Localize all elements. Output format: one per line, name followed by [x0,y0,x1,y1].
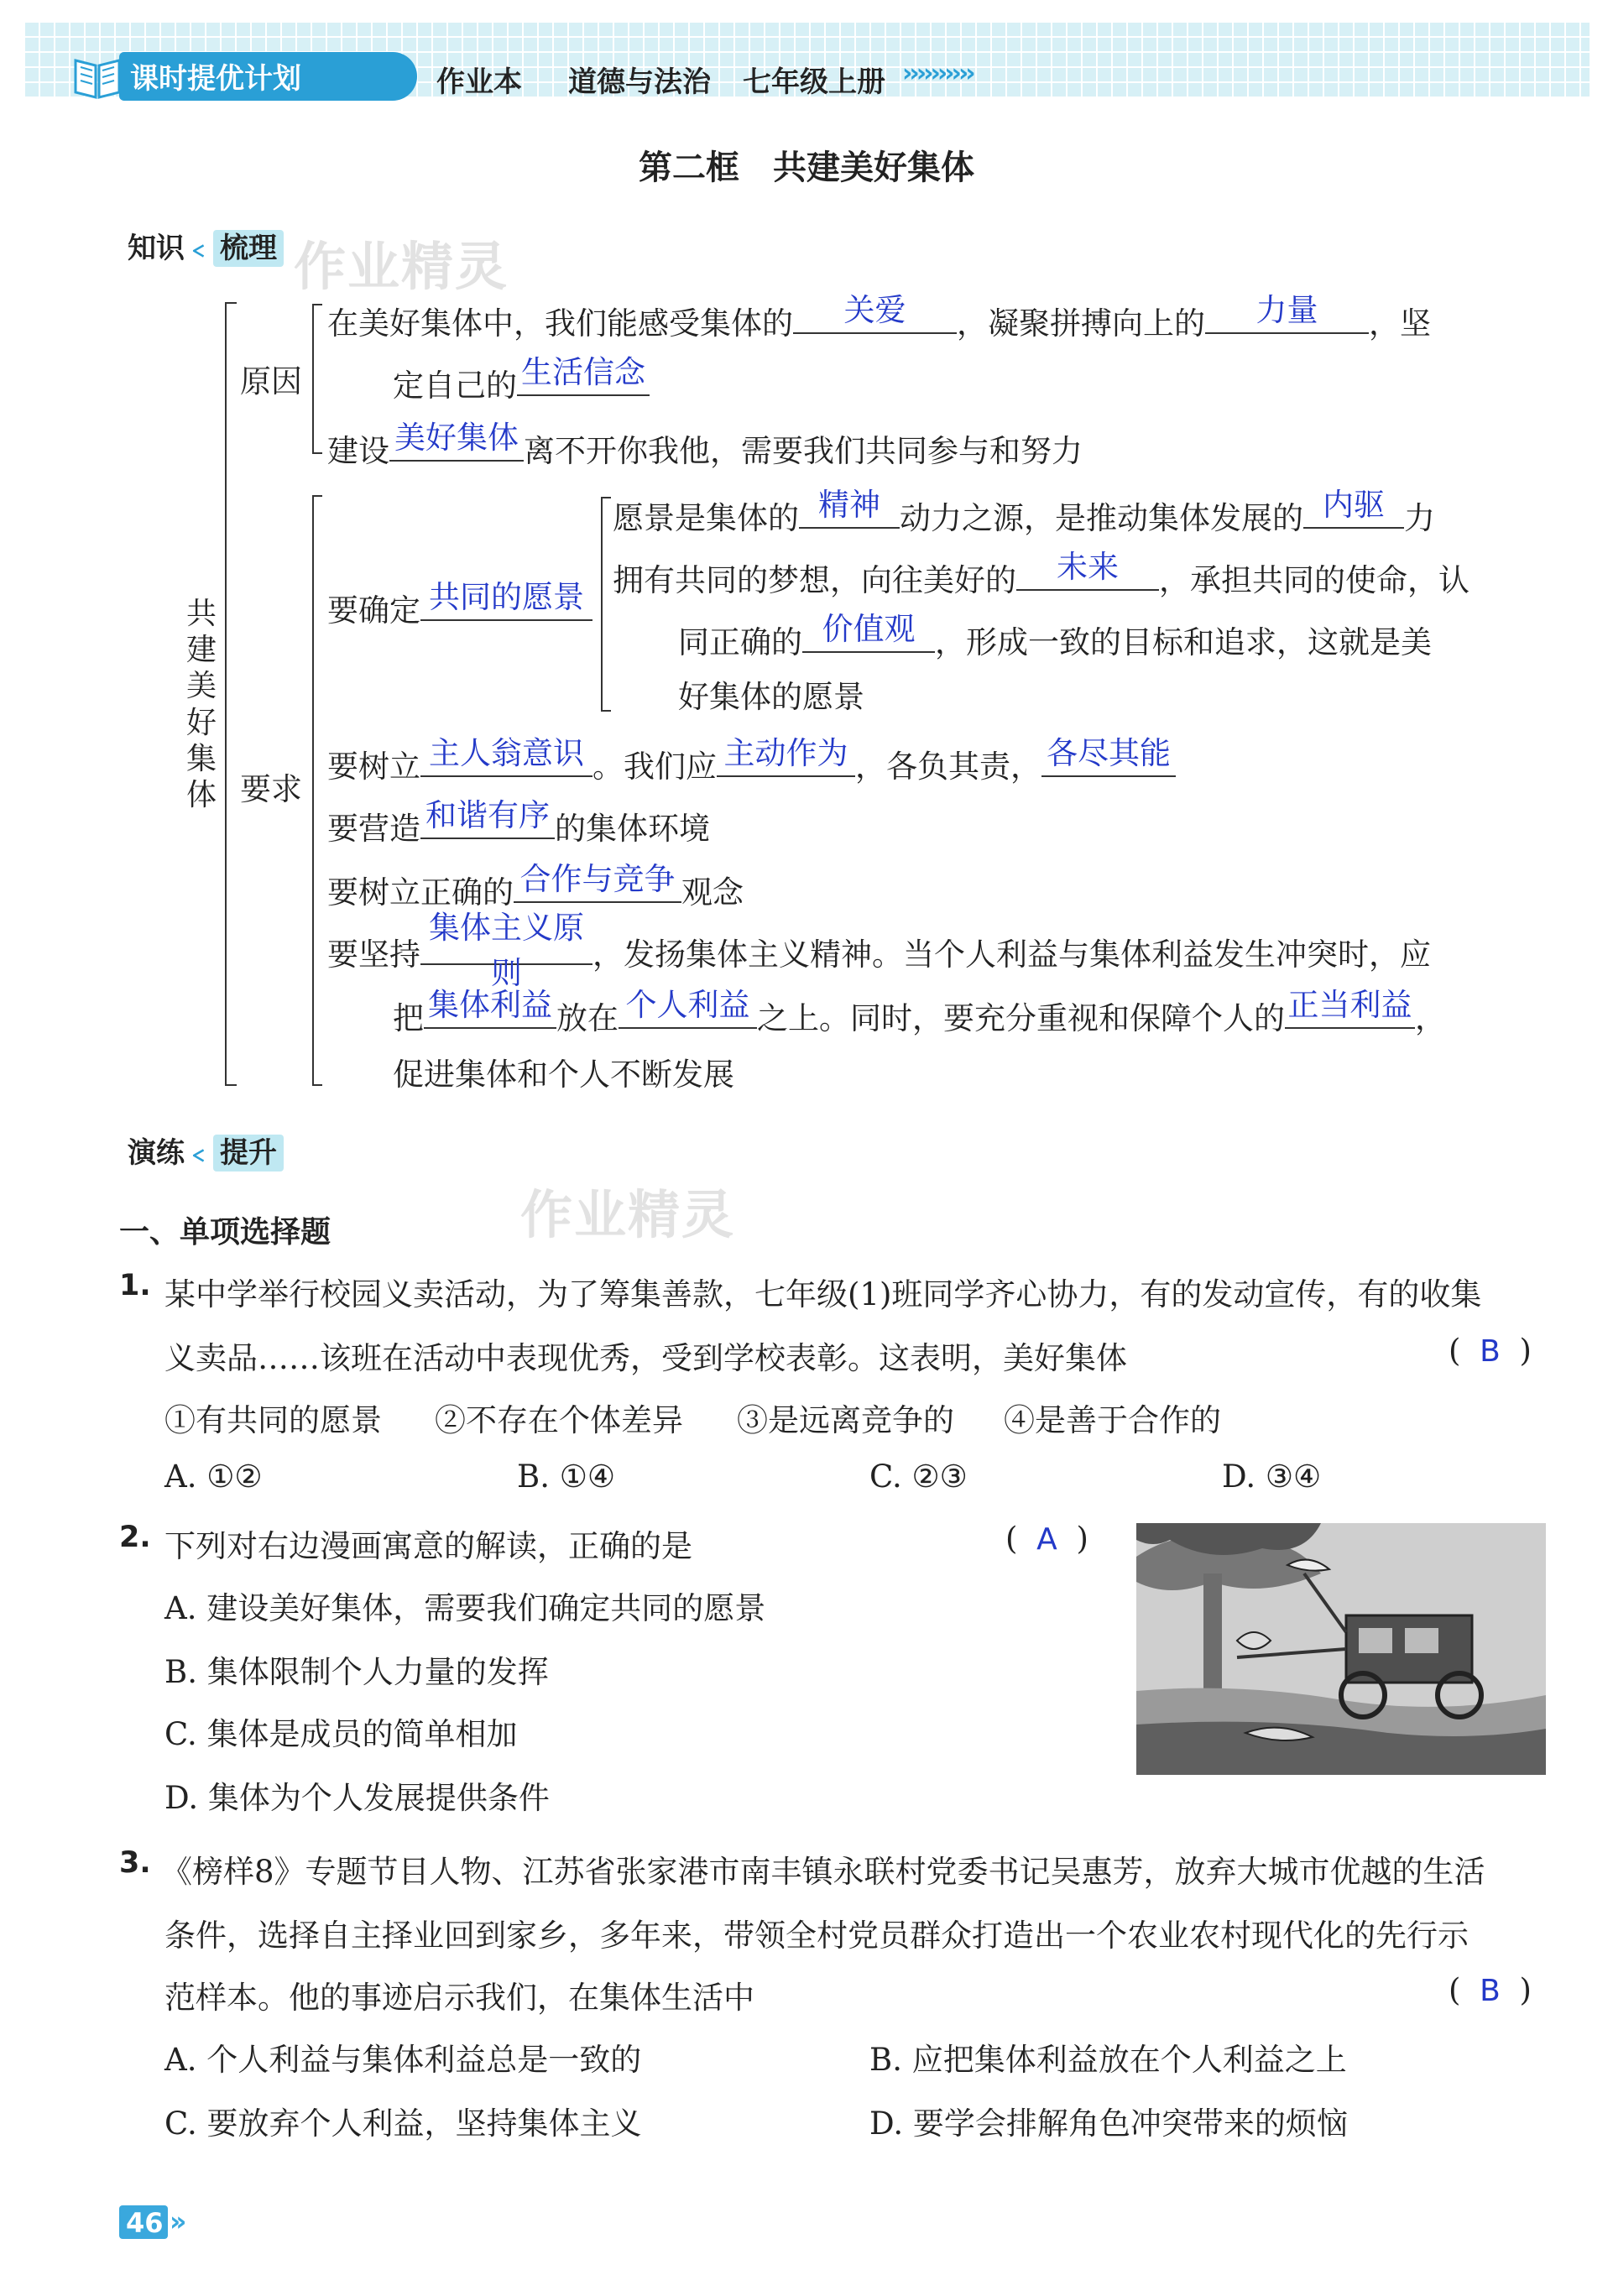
option: D. 集体为个人发展提供条件 [164,1780,550,1816]
answer-paren: ( B ) [1449,1333,1532,1369]
root-bracket [225,302,237,1086]
question-1-answer: B [1480,1334,1501,1369]
requirement-line-4: 要坚持 集体主义原 则 ，发扬集体主义精神。当个人利益与集体利益发生冲突时，应 [327,910,1431,991]
header-arrows: ›››››››››› [902,59,973,88]
question-3-answer: B [1480,1974,1501,2008]
requirement-line-6: 促进集体和个人不断发展 [393,1057,734,1093]
option: B. ①④ [517,1458,616,1495]
vision-line: 要确定 共同的愿景 [327,587,592,626]
option: A. 建设美好集体，需要我们确定共同的愿景 [164,1590,766,1626]
grade-label: 七年级上册 [743,65,885,99]
cartoon-illustration [1136,1523,1546,1775]
question-3-line-2: 条件，选择自主择业回到家乡，多年来，带领全村党员群众打造出一个农业农村现代化的先行示 [164,1918,1469,1954]
part-title: 一、单项选择题 [119,1215,331,1250]
question-number: 2. [119,1521,151,1554]
section-knowledge-label: 知识﹤ 梳理 [128,225,284,266]
reason-line-3: 建设 美好集体 离不开你我他，需要我们共同参与和努力 [327,420,1083,469]
vision-bracket [601,497,611,712]
workbook-label: 作业本 [436,65,522,99]
reason-label: 原因 [240,363,302,399]
requirement-line-2: 要营造 和谐有序 的集体环境 [327,797,710,847]
book-icon [72,49,123,101]
vision-detail-4: 好集体的愿景 [678,679,864,715]
tree-root-label: 共建美好集体 [186,597,217,812]
page-arrows-icon: ›› [170,2205,182,2237]
brand-name: 课时提优计划 [130,62,301,96]
option: C. 集体是成员的简单相加 [164,1716,518,1752]
statement: ③是远离竞争的 [737,1402,954,1438]
answer-paren: ( B ) [1449,1972,1532,2008]
requirement-bracket [312,495,322,1086]
option: D. 要学会排解角色冲突带来的烦恼 [869,2106,1348,2142]
statement: ②不存在个体差异 [435,1402,683,1438]
requirement-line-3: 要树立正确的 合作与竞争 观念 [327,861,744,911]
option: A. 个人利益与集体利益总是一致的 [164,2042,642,2078]
option: B. 集体限制个人力量的发挥 [164,1654,549,1690]
question-1-line-1: 某中学举行校园义卖活动，为了筹集善款，七年级(1)班同学齐心协力，有的发动宣传，有的收集 [164,1276,1482,1312]
reason-bracket [312,304,322,454]
vision-detail-1: 愿景是集体的 精神 动力之源，是推动集体发展的 内驱 力 [613,487,1435,536]
question-2-answer: A [1036,1522,1057,1557]
vision-detail-3: 同正确的 价值观 ，形成一致的目标和追求，这就是美 [678,611,1432,660]
requirement-label: 要求 [240,771,302,807]
reason-line-2: 定自己的 生活信念 [393,363,650,401]
option: C. 要放弃个人利益，坚持集体主义 [164,2106,642,2142]
question-1-line-2: 义卖品……该班在活动中表现优秀，受到学校表彰。这表明，美好集体 [164,1340,1127,1376]
option: D. ③④ [1222,1458,1322,1495]
question-number: 1. [119,1269,151,1302]
page-number: 46 [126,2207,164,2239]
requirement-line-1: 要树立 主人翁意识 。我们应 主动作为 ，各负其责， 各尽其能 [327,744,1176,782]
question-3-line-1: 《榜样8》专题节目人物、江苏省张家港市南丰镇永联村党委书记吴惠芳，放弃大城市优越的生活 [161,1854,1485,1890]
section-practice-label: 演练﹤ 提升 [128,1130,284,1171]
watermark: 作业精灵 [294,236,509,297]
page-title: 第二框 共建美好集体 [639,149,974,187]
answer-paren: ( A ) [1005,1521,1088,1557]
watermark: 作业精灵 [520,1184,736,1245]
option: A. ①② [164,1458,263,1495]
question-number: 3. [119,1846,151,1880]
question-3-line-3: 范样本。他的事迹启示我们，在集体生活中 [164,1980,754,2016]
option: C. ②③ [869,1458,968,1495]
statement: ④是善于合作的 [1004,1402,1221,1438]
reason-line-1: 在美好集体中，我们能感受集体的 关爱 ，凝聚拼搏向上的 力量 ，坚 [327,292,1431,342]
requirement-line-5: 把 集体利益 放在 个人利益 之上。同时，要充分重视和保障个人的 正当利益 ， [393,987,1446,1036]
question-2-line-1: 下列对右边漫画寓意的解读，正确的是 [164,1528,692,1564]
statement: ①有共同的愿景 [164,1402,382,1438]
vision-detail-2: 拥有共同的梦想，向往美好的 未来 ，承担共同的使命，认 [613,549,1469,598]
subject-label: 道德与法治 [568,65,711,99]
option: B. 应把集体利益放在个人利益之上 [869,2042,1347,2078]
